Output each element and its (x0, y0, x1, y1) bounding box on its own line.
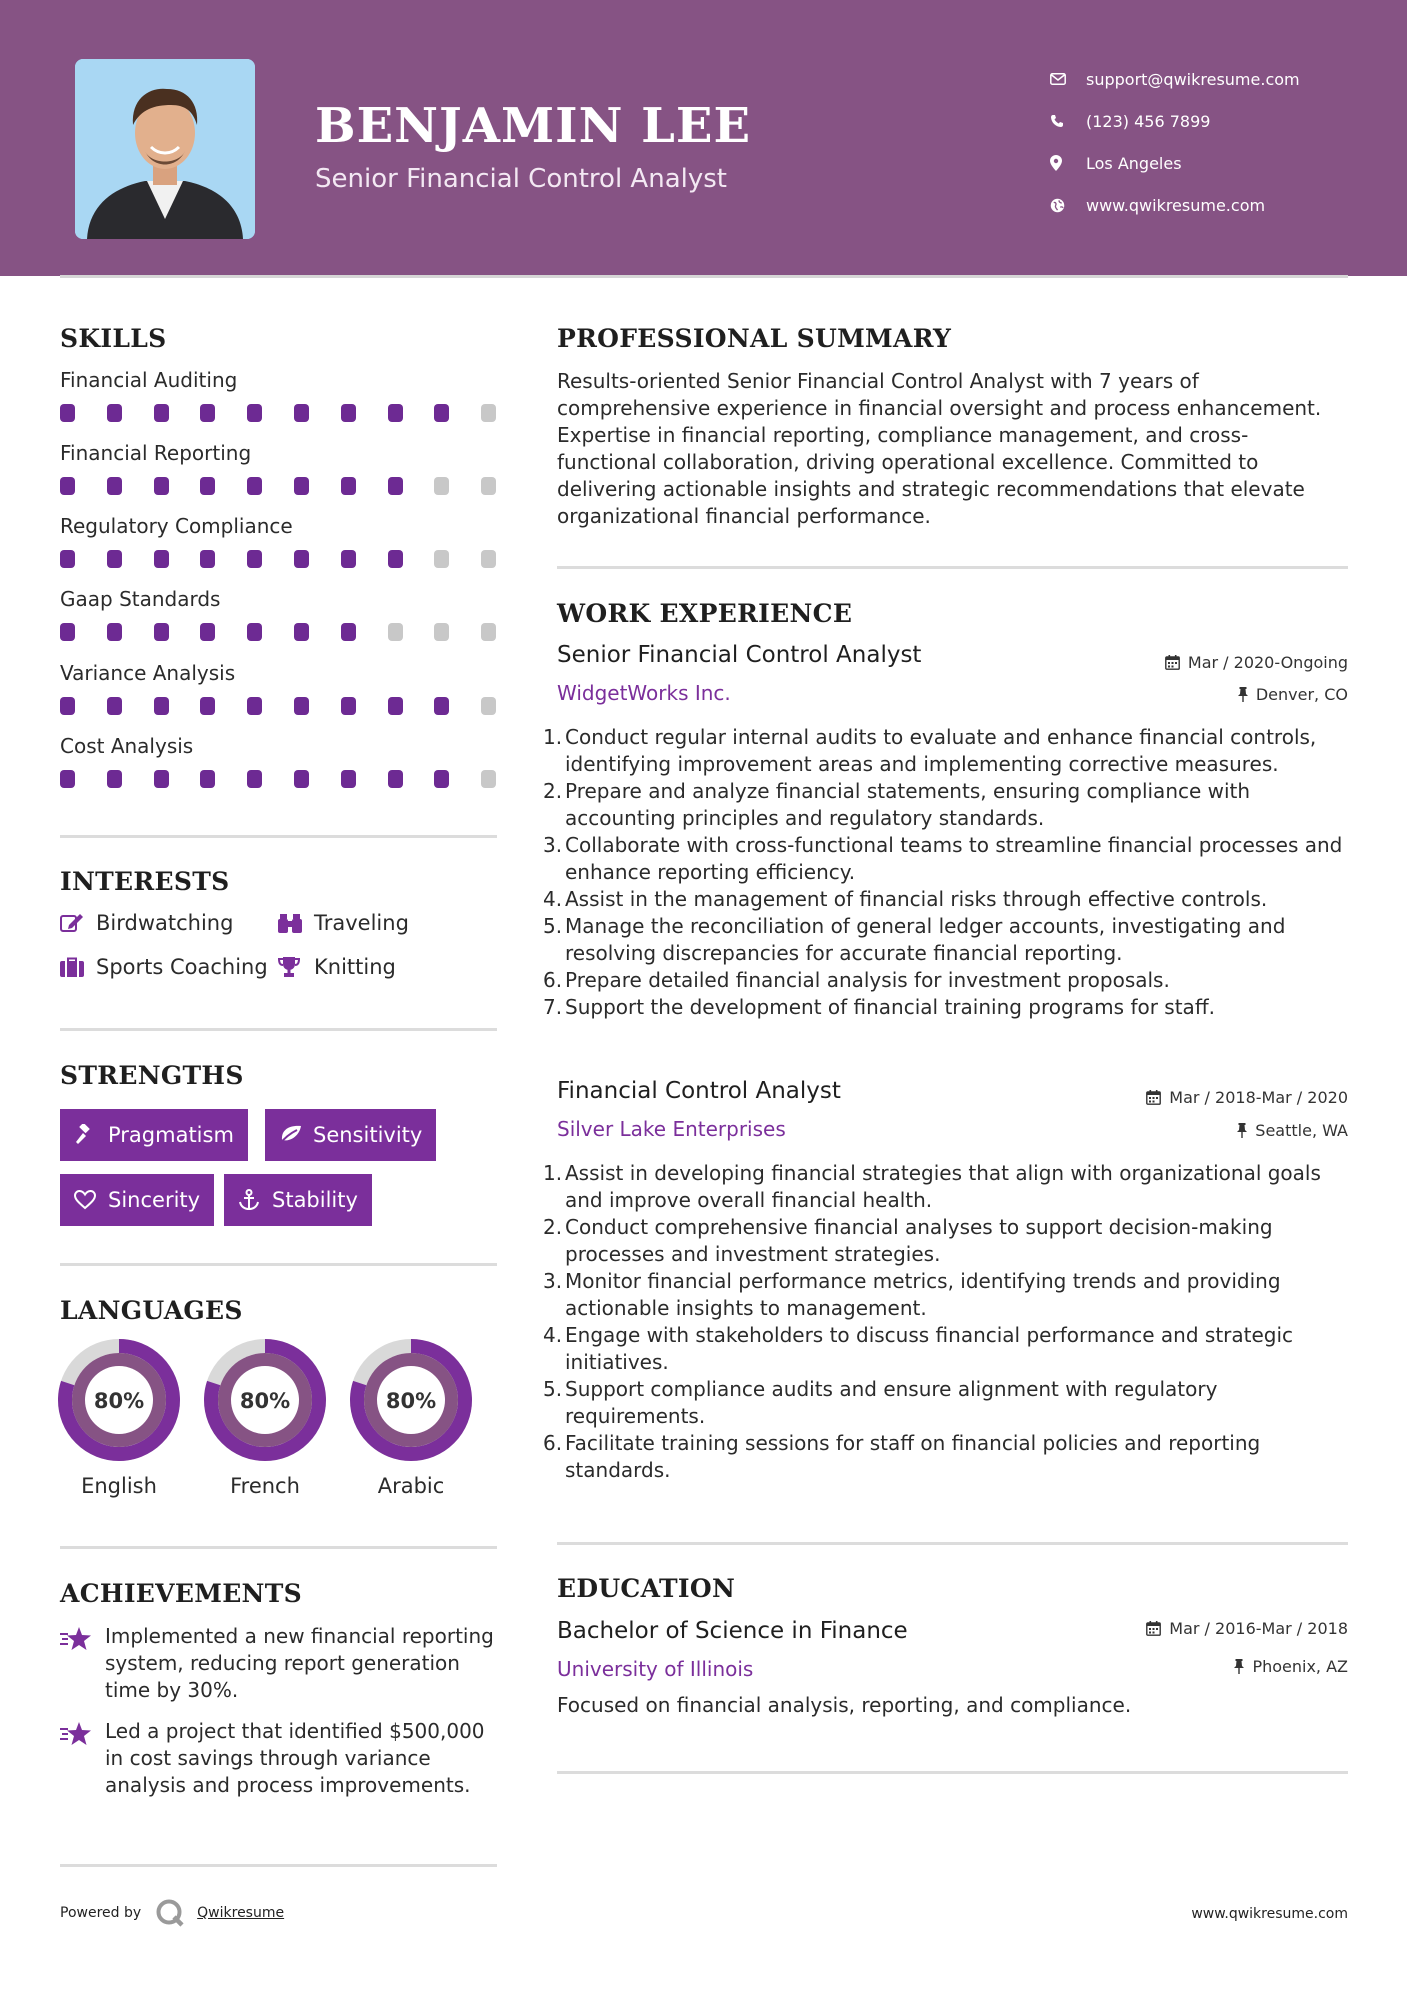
education-location-text: Phoenix, AZ (1252, 1657, 1348, 1676)
achievement-item (60, 1718, 500, 1799)
interest-label: Birdwatching (96, 911, 234, 935)
duty-item: 5. Support compliance audits and ensure alignment with regulatory requirements. (543, 1377, 1218, 1428)
summary-heading: PROFESSIONAL SUMMARY (557, 324, 952, 353)
contact-phone[interactable] (1050, 100, 1300, 142)
skill-dot-filled (341, 477, 356, 495)
contact-website[interactable] (1050, 184, 1300, 226)
candidate-title: Senior Financial Control Analyst (315, 164, 727, 194)
skill-name: Variance Analysis (60, 661, 236, 685)
calendar-icon (1146, 1090, 1161, 1105)
skill-name: Gaap Standards (60, 587, 221, 611)
strength-label: Stability (272, 1188, 358, 1212)
skill-dot-filled (434, 770, 449, 788)
strength-badge (265, 1109, 436, 1161)
globe-icon (1050, 198, 1086, 213)
skill-item (60, 514, 500, 570)
skill-dot-filled (60, 550, 75, 568)
skill-dot-filled (107, 550, 122, 568)
skill-dot-filled (388, 770, 403, 788)
star-icon (60, 1623, 105, 1704)
achievement-item (60, 1623, 500, 1704)
anchor-icon (238, 1189, 272, 1211)
skill-dot-filled (294, 550, 309, 568)
job-location-text: Seattle, WA (1255, 1121, 1348, 1140)
job-dates-text: Mar / 2018-Mar / 2020 (1169, 1088, 1348, 1107)
profile-photo (75, 59, 255, 239)
skill-item (60, 441, 500, 497)
pencil-square-icon (60, 913, 96, 933)
job-location-text: Denver, CO (1255, 685, 1348, 704)
language-item (57, 1338, 181, 1498)
duty-item: 1. Conduct regular internal audits to evaluate and enhance financial controls, identifying improvement areas and implementing corrective measures. (543, 725, 1317, 776)
skill-dot-filled (200, 477, 215, 495)
skill-dot-filled (294, 623, 309, 641)
contact-location-text: Los Angeles (1086, 153, 1182, 173)
skill-dot-filled (388, 404, 403, 422)
skill-dot-filled (294, 697, 309, 715)
leaf-icon (279, 1125, 313, 1145)
education-heading: EDUCATION (557, 1574, 736, 1603)
achievements-divider (60, 1864, 497, 1867)
skill-dot-filled (434, 697, 449, 715)
languages-divider (60, 1546, 497, 1549)
footer-url[interactable]: www.qwikresume.com (1191, 1906, 1348, 1922)
interest-label: Knitting (314, 955, 396, 979)
strength-badge (60, 1174, 214, 1226)
language-percent: 80% (239, 1389, 291, 1413)
language-label: English (81, 1474, 157, 1498)
qwikresume-link[interactable]: Qwikresume (197, 1905, 285, 1921)
skill-dot-filled (341, 550, 356, 568)
skill-dot-filled (60, 623, 75, 641)
phone-icon (1050, 114, 1086, 128)
job-duties (543, 1160, 1347, 1484)
skill-dot-filled (341, 770, 356, 788)
skill-dot-filled (247, 404, 262, 422)
duty-item: 6. Facilitate training sessions for staff on financial policies and reporting standards. (543, 1431, 1261, 1482)
skill-dot-filled (388, 550, 403, 568)
duty-item: 7. Support the development of financial training programs for staff. (543, 995, 1215, 1019)
qwikresume-logo-icon (155, 1898, 185, 1928)
skill-dot-empty (434, 477, 449, 495)
skill-dot-filled (341, 697, 356, 715)
trophy-icon (278, 956, 314, 978)
envelope-icon (1050, 73, 1086, 85)
experience-divider (557, 1542, 1348, 1545)
skill-dot-filled (341, 623, 356, 641)
resume-header (0, 0, 1407, 276)
candidate-name: BENJAMIN LEE (315, 98, 752, 154)
skill-dot-filled (107, 770, 122, 788)
skill-dot-filled (154, 697, 169, 715)
skill-rating (60, 477, 500, 497)
achievement-text: Led a project that identified $500,000 in cost savings through variance analysis and process improvements. (105, 1719, 485, 1797)
language-ring (57, 1338, 181, 1462)
job-company: WidgetWorks Inc. (557, 681, 731, 705)
skill-dot-filled (200, 697, 215, 715)
skill-name: Financial Reporting (60, 441, 252, 465)
skill-dot-filled (107, 623, 122, 641)
skill-name: Cost Analysis (60, 734, 194, 758)
language-ring (203, 1338, 327, 1462)
contact-email[interactable] (1050, 58, 1300, 100)
contact-email-text: support@qwikresume.com (1086, 69, 1300, 89)
skill-dot-filled (200, 770, 215, 788)
education-divider (557, 1771, 1348, 1774)
skill-dot-filled (247, 550, 262, 568)
skill-dot-filled (388, 477, 403, 495)
skill-dot-empty (481, 477, 496, 495)
job-dates (1165, 653, 1348, 672)
skill-name: Regulatory Compliance (60, 514, 293, 538)
interest-label: Traveling (314, 911, 409, 935)
skill-dot-empty (434, 550, 449, 568)
briefcase-icon (60, 957, 96, 977)
pushpin-icon (1234, 1659, 1244, 1674)
skill-dot-filled (247, 477, 262, 495)
powered-by-label: Powered by (60, 1905, 142, 1921)
education-degree: Bachelor of Science in Finance (557, 1618, 908, 1644)
achievement-text: Implemented a new financial reporting system, reducing report generation time by 30%. (105, 1624, 494, 1702)
skill-dot-filled (60, 404, 75, 422)
skill-rating (60, 623, 500, 643)
interest-item (60, 955, 268, 979)
job-duties (543, 724, 1347, 1021)
interests-divider (60, 1028, 497, 1031)
strength-label: Pragmatism (108, 1123, 234, 1147)
skill-dot-filled (247, 697, 262, 715)
calendar-icon (1165, 655, 1180, 670)
strengths-heading: STRENGTHS (60, 1061, 244, 1090)
pushpin-icon (1237, 1123, 1247, 1138)
skill-item (60, 661, 500, 717)
pushpin-icon (1238, 687, 1248, 702)
job-dates (1146, 1088, 1348, 1107)
interest-item (278, 911, 409, 935)
skill-rating (60, 550, 500, 570)
calendar-icon (1146, 1621, 1161, 1636)
strength-label: Sincerity (108, 1188, 201, 1212)
skill-dot-empty (481, 770, 496, 788)
strength-badge (60, 1109, 248, 1161)
skill-dot-filled (294, 404, 309, 422)
heart-icon (74, 1190, 108, 1210)
duty-item: 6. Prepare detailed financial analysis for investment proposals. (543, 968, 1170, 992)
strength-badge (224, 1174, 372, 1226)
skill-dot-filled (154, 550, 169, 568)
language-ring (349, 1338, 473, 1462)
skill-dot-filled (200, 623, 215, 641)
skill-item (60, 368, 500, 424)
duty-item: 3. Monitor financial performance metrics, identifying trends and providing actionable insights to management. (543, 1269, 1281, 1320)
job-role: Senior Financial Control Analyst (557, 642, 922, 668)
duty-item: 1. Assist in developing financial strategies that align with organizational goals and improve overall financial health. (543, 1161, 1321, 1212)
gavel-icon (74, 1124, 108, 1146)
interests-heading: INTERESTS (60, 867, 230, 896)
interest-item (278, 955, 396, 979)
contact-website-text: www.qwikresume.com (1086, 195, 1266, 215)
contact-phone-text: (123) 456 7899 (1086, 111, 1211, 131)
education-description: Focused on financial analysis, reporting, and compliance. (557, 1693, 1132, 1717)
education-school: University of Illinois (557, 1657, 754, 1681)
skill-dot-filled (294, 477, 309, 495)
contact-location (1050, 142, 1300, 184)
summary-text: Results-oriented Senior Financial Control Analyst with 7 years of comprehensive experience in financial oversight and process enhancement. Expertise in financial reporting, compliance management, and cross-functional collaboration, driving operational excellence. Committed to delivering actionable insights and strategic recommendations that elevate organizational financial performance. (557, 369, 1322, 528)
skill-dot-filled (107, 404, 122, 422)
languages-heading: LANGUAGES (60, 1296, 243, 1325)
duty-item: 3. Collaborate with cross-functional teams to streamline financial processes and enhance reporting efficiency. (543, 833, 1343, 884)
achievements-heading: ACHIEVEMENTS (60, 1579, 302, 1608)
summary-divider (557, 566, 1348, 569)
skill-dot-filled (60, 697, 75, 715)
skill-dot-filled (154, 770, 169, 788)
skill-rating (60, 404, 500, 424)
binoculars-icon (278, 912, 314, 934)
skill-item (60, 734, 500, 790)
skill-dot-filled (60, 477, 75, 495)
skill-item (60, 587, 500, 643)
skill-dot-filled (434, 404, 449, 422)
header-divider (60, 275, 1348, 278)
skill-dot-filled (154, 623, 169, 641)
skill-dot-filled (294, 770, 309, 788)
education-location (1234, 1657, 1348, 1676)
footer-powered-by (60, 1898, 284, 1928)
skill-dot-filled (200, 550, 215, 568)
job-company: Silver Lake Enterprises (557, 1117, 786, 1141)
duty-item: 4. Engage with stakeholders to discuss financial performance and strategic initiatives. (543, 1323, 1294, 1374)
language-label: French (230, 1474, 300, 1498)
skill-dot-empty (388, 623, 403, 641)
skill-dot-empty (481, 404, 496, 422)
skill-dot-filled (60, 770, 75, 788)
job-role: Financial Control Analyst (557, 1078, 841, 1104)
language-item (349, 1338, 473, 1498)
duty-item: 2. Conduct comprehensive financial analyses to support decision-making processes and investment strategies. (543, 1215, 1273, 1266)
skill-dot-filled (200, 404, 215, 422)
experience-heading: WORK EXPERIENCE (557, 599, 853, 628)
skill-dot-filled (154, 404, 169, 422)
strengths-divider (60, 1263, 497, 1266)
interest-label: Sports Coaching (96, 955, 268, 979)
skill-dot-empty (434, 623, 449, 641)
star-icon (60, 1718, 105, 1799)
skill-dot-filled (247, 623, 262, 641)
language-item (203, 1338, 327, 1498)
duty-item: 4. Assist in the management of financial risks through effective controls. (543, 887, 1268, 911)
location-pin-icon (1050, 155, 1086, 171)
duty-item: 5. Manage the reconciliation of general ledger accounts, investigating and resolving discrepancies for accurate financial reporting. (543, 914, 1286, 965)
skill-dot-filled (154, 477, 169, 495)
skill-dot-filled (341, 404, 356, 422)
language-percent: 80% (385, 1389, 437, 1413)
job-location (1237, 1121, 1348, 1140)
duty-item: 2. Prepare and analyze financial statements, ensuring compliance with accounting principles and regulatory standards. (543, 779, 1251, 830)
skill-dot-empty (481, 697, 496, 715)
skill-dot-filled (107, 477, 122, 495)
skill-name: Financial Auditing (60, 368, 238, 392)
skill-rating (60, 770, 500, 790)
skill-dot-filled (388, 697, 403, 715)
education-dates (1146, 1619, 1348, 1638)
skill-dot-empty (481, 550, 496, 568)
skill-dot-filled (247, 770, 262, 788)
strength-label: Sensitivity (313, 1123, 423, 1147)
contact-list (1050, 58, 1300, 226)
job-location (1238, 685, 1348, 704)
language-percent: 80% (93, 1389, 145, 1413)
interest-item (60, 911, 233, 935)
skill-dot-empty (481, 623, 496, 641)
education-dates-text: Mar / 2016-Mar / 2018 (1169, 1619, 1348, 1638)
language-label: Arabic (377, 1474, 445, 1498)
skill-rating (60, 697, 500, 717)
skills-divider (60, 835, 497, 838)
skill-dot-filled (107, 697, 122, 715)
avatar-illustration (75, 59, 255, 239)
skills-heading: SKILLS (60, 324, 167, 353)
job-dates-text: Mar / 2020-Ongoing (1187, 653, 1348, 672)
